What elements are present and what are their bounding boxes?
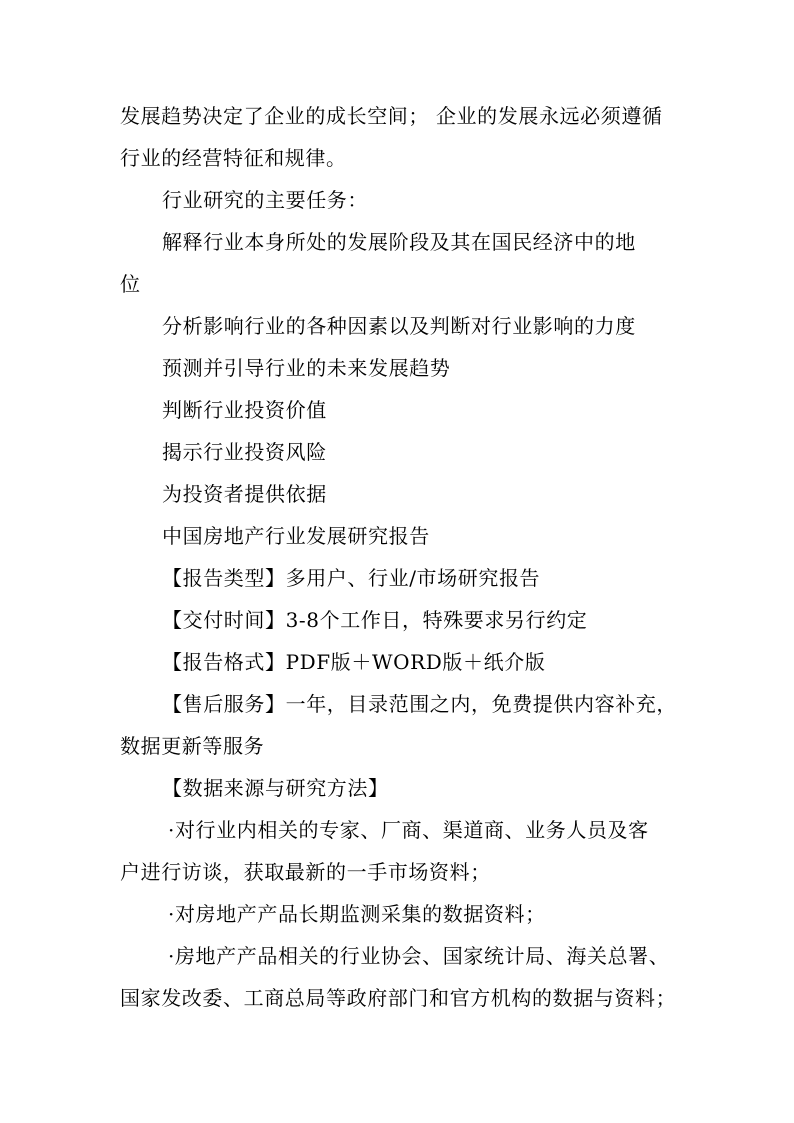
report-title: 中国房地产行业发展研究报告 [162, 524, 430, 548]
task-item-continuation: 位 [120, 272, 141, 296]
task-item: 分析影响行业的各种因素以及判断对行业影响的力度 [162, 314, 636, 338]
after-sales-service: 【售后服务】一年，目录范围之内，免费提供内容补充， [162, 692, 677, 716]
bullet-item: ·对房地产产品长期监测采集的数据资料； [168, 902, 546, 926]
task-item: 揭示行业投资风险 [162, 440, 327, 464]
task-item: 解释行业本身所处的发展阶段及其在国民经济中的地 [162, 230, 636, 254]
section-heading: 行业研究的主要任务： [162, 188, 368, 212]
task-item: 为投资者提供依据 [162, 482, 327, 506]
report-type: 【报告类型】多用户、行业/市场研究报告 [162, 566, 541, 590]
data-source-heading: 【数据来源与研究方法】 [162, 776, 389, 800]
paragraph-line: 行业的经营特征和规律。 [120, 146, 347, 170]
bullet-item-continuation: 国家发改委、工商总局等政府部门和官方机构的数据与资料； [120, 986, 677, 1010]
after-sales-service-continuation: 数据更新等服务 [120, 734, 265, 758]
paragraph-line: 发展趋势决定了企业的成长空间； 企业的发展永远必须遵循 [120, 104, 663, 128]
report-format: 【报告格式】PDF版＋WORD版＋纸介版 [162, 650, 546, 674]
bullet-item: ·对行业内相关的专家、厂商、渠道商、业务人员及客 [168, 818, 649, 842]
task-item: 预测并引导行业的未来发展趋势 [162, 356, 451, 380]
bullet-item-continuation: 户进行访谈，获取最新的一手市场资料； [120, 860, 491, 884]
delivery-time: 【交付时间】3-8个工作日，特殊要求另行约定 [162, 608, 588, 632]
task-item: 判断行业投资价值 [162, 398, 327, 422]
bullet-item: ·房地产产品相关的行业协会、国家统计局、海关总署、 [168, 944, 670, 968]
